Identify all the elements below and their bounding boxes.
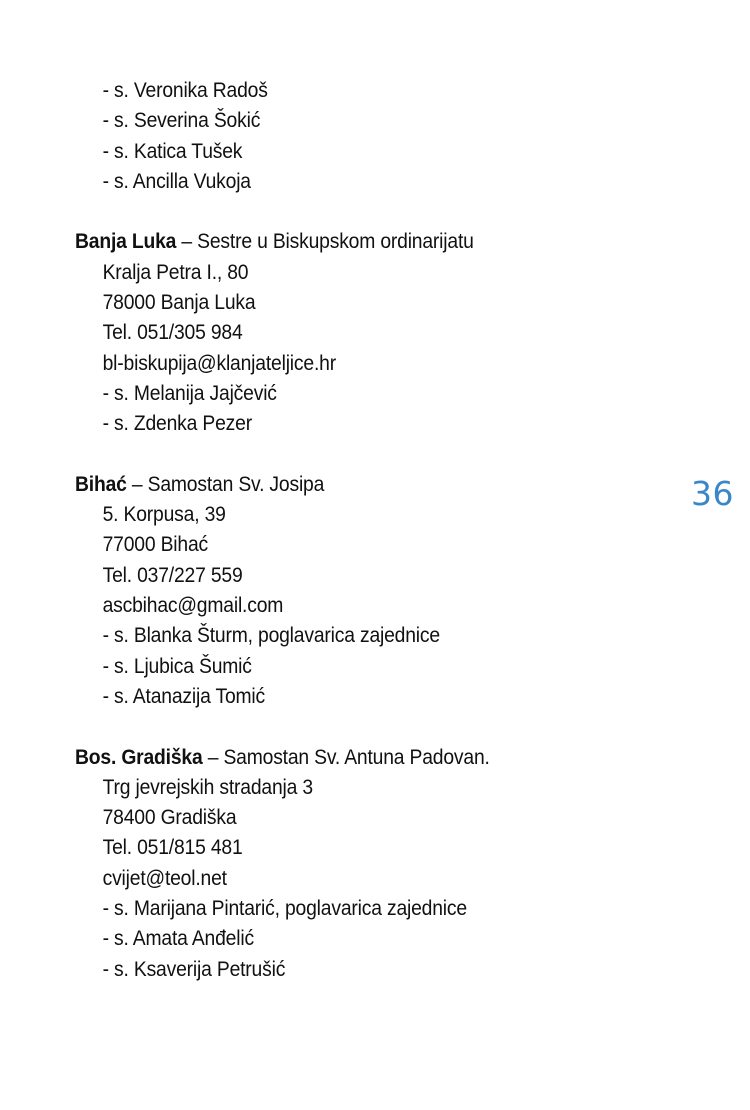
address-line: Kralja Petra I., 80: [102, 260, 249, 284]
directory-text: [75, 76, 627, 985]
sister-item: - s. Ksaverija Petrušić: [102, 957, 286, 981]
sister-item: - s. Veronika Radoš: [102, 79, 268, 102]
address-line: Trg jevrejskih stradanja 3: [102, 775, 313, 799]
community-bihac: [75, 470, 627, 712]
sister-item: - s. Blanka Šturm, poglavarica zajednice: [102, 624, 440, 648]
address-line: 5. Korpusa, 39: [102, 503, 226, 527]
community-bos-gradiska: [75, 743, 627, 985]
sister-item: - s. Amata Anđelić: [102, 927, 254, 951]
community-title: – Samostan Sv. Antuna Padovan.: [202, 745, 490, 769]
spacer: [75, 712, 627, 742]
email-line: cvijet@teol.net: [102, 866, 227, 890]
sister-item: - s. Severina Šokić: [102, 109, 261, 133]
sister-item: - s. Zdenka Pezer: [102, 412, 252, 436]
community-title: – Sestre u Biskupskom ordinarijatu: [176, 230, 474, 254]
community-title: – Samostan Sv. Josipa: [126, 472, 325, 496]
spacer: [75, 440, 627, 470]
community-town: Bihać: [75, 472, 127, 496]
community-heading: [75, 227, 627, 257]
community-banja-luka: [75, 227, 627, 439]
phone-line: Tel. 051/815 481: [102, 836, 243, 860]
email-line: ascbihac@gmail.com: [102, 594, 284, 618]
community-town: Bos. Gradiška: [75, 745, 203, 769]
postal-line: 78400 Gradiška: [102, 806, 237, 830]
spacer: [75, 197, 627, 227]
email-line: bl-biskupija@klanjateljice.hr: [102, 351, 336, 375]
sister-item: - s. Katica Tušek: [102, 139, 243, 163]
phone-line: Tel. 037/227 559: [102, 563, 243, 587]
sister-item: - s. Ancilla Vukoja: [102, 169, 251, 193]
sister-item: - s. Ljubica Šumić: [102, 654, 252, 678]
community-heading: [75, 743, 627, 773]
community-town: Banja Luka: [75, 230, 177, 254]
community-heading: [75, 470, 627, 500]
postal-line: 77000 Bihać: [102, 533, 208, 557]
sister-item: - s. Marijana Pintarić, poglavarica zajednice: [102, 897, 467, 921]
postal-line: 78000 Banja Luka: [102, 291, 256, 315]
page-number: 36: [691, 474, 734, 513]
sister-item: - s. Atanazija Tomić: [102, 684, 266, 708]
sister-list: [75, 76, 627, 197]
sister-item: - s. Melanija Jajčević: [102, 381, 277, 405]
phone-line: Tel. 051/305 984: [102, 321, 243, 345]
